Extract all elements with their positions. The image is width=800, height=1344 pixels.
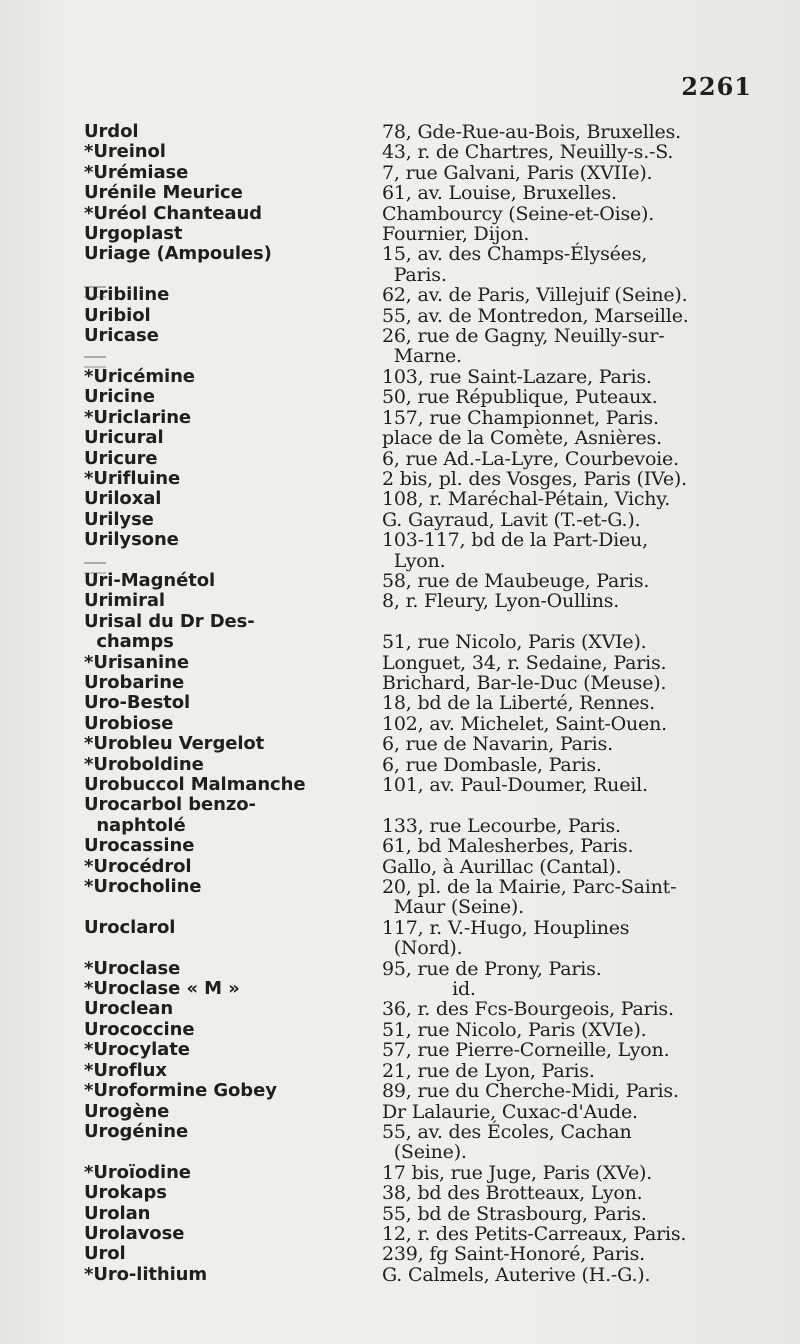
product-name: Uricine <box>84 386 155 408</box>
directory-entry <box>84 1265 744 1285</box>
directory-entry <box>84 204 744 224</box>
product-address: 6, rue de Navarin, Paris. <box>382 733 613 756</box>
product-address: 12, r. des Petits-Carreaux, Paris. <box>382 1222 687 1245</box>
product-address: 61, bd Malesherbes, Paris. <box>382 835 634 858</box>
product-name: *Urocédrol <box>84 855 192 877</box>
product-address: 18, bd de la Liberté, Rennes. <box>382 692 655 715</box>
product-name: Urilysone <box>84 529 179 551</box>
directory-entry <box>84 836 744 856</box>
directory-entry <box>84 857 744 877</box>
product-name: *Urifluine <box>84 467 181 489</box>
product-address: 55, av. de Montredon, Marseille. <box>382 304 689 327</box>
product-name: *Uroclase « M » <box>84 978 240 1000</box>
product-address: 20, pl. de la Mairie, Parc-Saint- Maur (Seine). <box>382 876 677 919</box>
product-address: 157, rue Championnet, Paris. <box>382 406 659 429</box>
directory-entry <box>84 918 744 959</box>
product-address: Gallo, à Aurillac (Cantal). <box>382 855 622 878</box>
product-address: Dr Lalaurie, Cuxac-d'Aude. <box>382 1100 638 1123</box>
product-address: 89, rue du Cherche-Midi, Paris. <box>382 1080 679 1103</box>
product-name: Uricase <box>84 325 159 347</box>
product-address: 7, rue Galvani, Paris (XVIIe). <box>382 161 653 184</box>
product-name: Uriage (Ampoules) <box>84 243 272 265</box>
product-name: *Uroformine Gobey <box>84 1080 277 1102</box>
directory-entry <box>84 428 744 448</box>
directory-entry <box>84 224 744 244</box>
product-address: 17 bis, rue Juge, Paris (XVe). <box>382 1161 653 1184</box>
product-name: Urococcine <box>84 1018 195 1040</box>
product-address: 55, bd de Strasbourg, Paris. <box>382 1202 647 1225</box>
product-name: *Urisanine <box>84 651 189 673</box>
product-name: *Uroflux <box>84 1059 167 1081</box>
directory-entry <box>84 877 744 918</box>
product-name: *Uroïodine <box>84 1161 191 1183</box>
product-name: *Urocylate <box>84 1039 190 1061</box>
product-address: 57, rue Pierre-Corneille, Lyon. <box>382 1039 670 1062</box>
directory-entry <box>84 1244 744 1264</box>
product-name: Urobuccol Malmanche <box>84 774 306 795</box>
product-address: 101, av. Paul-Doumer, Rueil. <box>382 774 648 796</box>
entry-list <box>84 122 744 1285</box>
directory-entry <box>84 163 744 183</box>
page-number: 2261 <box>681 72 752 101</box>
product-name: Uro-Bestol <box>84 692 191 714</box>
product-name: Uri-Magnétol <box>84 569 216 591</box>
directory-entry <box>84 510 744 530</box>
product-name: Urokaps <box>84 1182 167 1204</box>
directory-entry <box>84 734 744 754</box>
directory-entry <box>84 306 744 326</box>
product-address: Brichard, Bar-le-Duc (Meuse). <box>382 671 667 694</box>
directory-entry <box>84 326 744 367</box>
product-address: place de la Comète, Asnières. <box>382 427 662 450</box>
product-address: 15, av. des Champs-Élysées, Paris. <box>382 243 648 286</box>
directory-entry <box>84 469 744 489</box>
product-address: 95, rue de Prony, Paris. <box>382 957 602 980</box>
product-address: 8, r. Fleury, Lyon-Oullins. <box>382 590 620 613</box>
product-address: 6, rue Dombasle, Paris. <box>382 753 602 776</box>
product-address: 239, fg Saint-Honoré, Paris. <box>382 1243 645 1266</box>
product-name: Urocassine <box>84 835 195 857</box>
directory-entry <box>84 1183 744 1203</box>
product-address: 51, rue Nicolo, Paris (XVIe). <box>382 631 647 654</box>
product-name: Uroclean <box>84 998 174 1020</box>
directory-entry <box>84 612 744 653</box>
product-name: Urénile Meurice <box>84 182 243 204</box>
product-address: 117, r. V.-Hugo, Houplines (Nord). <box>382 916 630 960</box>
directory-entry <box>84 408 744 428</box>
product-name: Urogénine <box>84 1120 189 1142</box>
directory-entry <box>84 142 744 162</box>
directory-entry <box>84 959 744 979</box>
directory-entry <box>84 775 744 795</box>
product-name: Urimiral <box>84 590 165 612</box>
directory-entry <box>84 999 744 1019</box>
product-address: 103, rue Saint-Lazare, Paris. <box>382 365 652 388</box>
directory-entry <box>84 244 744 285</box>
product-address: Chambourcy (Seine-et-Oise). <box>382 202 655 225</box>
product-address: G. Gayraud, Lavit (T.-et-G.). <box>382 508 641 531</box>
product-name: Urdol <box>84 121 139 142</box>
product-address: 62, av. de Paris, Villejuif (Seine). <box>382 284 688 307</box>
product-address: 26, rue de Gagny, Neuilly-sur- Marne. <box>382 325 665 368</box>
product-address: Longuet, 34, r. Sedaine, Paris. <box>382 651 667 674</box>
product-name: *Uroboldine <box>84 753 204 775</box>
directory-entry <box>84 285 744 305</box>
product-name: Uribiol <box>84 304 151 326</box>
product-address: 36, r. des Fcs-Bourgeois, Paris. <box>382 998 674 1021</box>
product-name: *Uriclarine <box>84 406 192 428</box>
product-name: *Urémiase <box>84 161 189 183</box>
product-name: Urobarine <box>84 671 185 693</box>
directory-entry <box>84 795 744 836</box>
product-address: 78, Gde-Rue-au-Bois, Bruxelles. <box>382 121 681 143</box>
product-name: Uroclarol <box>84 916 176 938</box>
directory-entry <box>84 1224 744 1244</box>
product-address: 58, rue de Maubeuge, Paris. <box>382 569 650 592</box>
product-name: *Uricémine <box>84 365 195 387</box>
product-address: 43, r. de Chartres, Neuilly-s.-S. <box>382 141 674 164</box>
directory-entry <box>84 489 744 509</box>
product-name: Urobiose <box>84 712 174 734</box>
directory-entry <box>84 653 744 673</box>
directory-entry <box>84 1040 744 1060</box>
product-address: 21, rue de Lyon, Paris. <box>382 1059 595 1082</box>
directory-entry <box>84 571 744 591</box>
product-address: 55, av. des Écoles, Cachan (Seine). <box>382 1120 632 1164</box>
product-name: Uribiline <box>84 284 170 306</box>
product-name: *Uroclase <box>84 957 181 979</box>
directory-entry <box>84 1122 744 1163</box>
product-address: G. Calmels, Auterive (H.-G.). <box>382 1263 651 1286</box>
product-name: Urilyse <box>84 508 154 530</box>
product-name: Urolan <box>84 1202 151 1224</box>
product-address: 50, rue République, Puteaux. <box>382 386 658 409</box>
product-address: 102, av. Michelet, Saint-Ouen. <box>382 712 667 735</box>
directory-entry <box>84 367 744 387</box>
directory-entry <box>84 1081 744 1101</box>
product-name: *Urobleu Vergelot <box>84 733 265 755</box>
product-address: 61, av. Louise, Bruxelles. <box>382 182 617 205</box>
product-name: Urocarbol benzo- naphtolé <box>84 794 256 836</box>
product-name: Urisal du Dr Des- champs <box>84 610 255 653</box>
directory-entry <box>84 1061 744 1081</box>
directory-entry <box>84 979 744 999</box>
product-name: Uriloxal <box>84 488 162 510</box>
product-address: 38, bd des Brotteaux, Lyon. <box>382 1182 643 1205</box>
product-name: Urgoplast <box>84 223 183 245</box>
product-address: 6, rue Ad.-La-Lyre, Courbevoie. <box>382 447 679 470</box>
directory-entry <box>84 714 744 734</box>
product-name: Urogène <box>84 1100 170 1122</box>
product-address: 133, rue Lecourbe, Paris. <box>382 814 621 837</box>
product-address: 2 bis, pl. des Vosges, Paris (IVe). <box>382 467 687 490</box>
directory-entry <box>84 591 744 611</box>
directory-entry <box>84 755 744 775</box>
product-name: *Ureinol <box>84 141 166 163</box>
directory-entry <box>84 1102 744 1122</box>
product-address: Fournier, Dijon. <box>382 223 530 246</box>
directory-entry <box>84 122 744 142</box>
product-address: id. <box>382 978 476 1001</box>
directory-entry <box>84 387 744 407</box>
product-address: 51, rue Nicolo, Paris (XVIe). <box>382 1018 647 1041</box>
product-name: Uricural <box>84 427 164 449</box>
directory-entry <box>84 1020 744 1040</box>
directory-entry <box>84 673 744 693</box>
product-name: Urol <box>84 1243 126 1265</box>
product-name: Uricure <box>84 447 158 469</box>
product-address: 108, r. Maréchal-Pétain, Vichy. <box>382 488 671 511</box>
directory-entry <box>84 449 744 469</box>
directory-entry <box>84 693 744 713</box>
product-name: Urolavose <box>84 1222 185 1244</box>
directory-entry <box>84 530 744 571</box>
directory-entry <box>84 1204 744 1224</box>
directory-entry <box>84 183 744 203</box>
product-name: *Uro-lithium <box>84 1263 208 1285</box>
directory-entry <box>84 1163 744 1183</box>
product-name: *Uréol Chanteaud <box>84 202 262 224</box>
product-name: *Urocholine <box>84 876 202 898</box>
product-address: 103-117, bd de la Part-Dieu, Lyon. <box>382 529 648 572</box>
